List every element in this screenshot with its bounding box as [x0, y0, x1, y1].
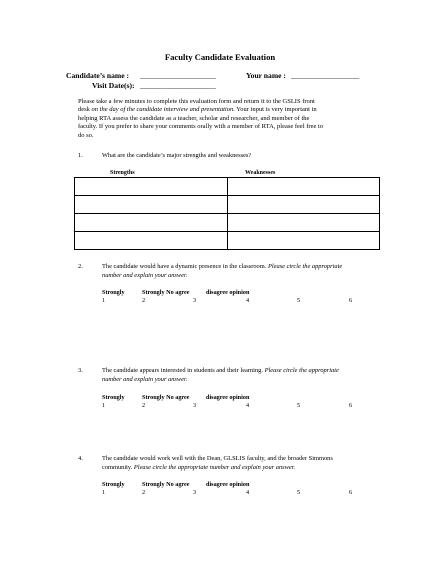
question-4-line-2: community. Please circle the appropriate number and explain your answer.: [102, 464, 296, 471]
strength-cell[interactable]: [75, 178, 228, 196]
scale-option-5[interactable]: 5: [297, 297, 301, 304]
page-title: Faculty Candidate Evaluation: [164, 52, 276, 62]
intro-line: helping RTA assess the candidate as a teacher, scholar and researcher, and member of the: [78, 114, 310, 122]
scale-disagree-opinion: disagree opinion: [206, 394, 250, 401]
scale-option-3[interactable]: 3: [193, 489, 197, 496]
question-4-number: 4.: [78, 455, 83, 462]
scale-disagree-opinion: disagree opinion: [206, 289, 250, 296]
intro-paragraph: [78, 98, 378, 140]
scale-option-5[interactable]: 5: [297, 402, 301, 409]
candidate-name-label: Candidate’s name :: [66, 71, 130, 80]
scale-option-3[interactable]: 3: [193, 297, 197, 304]
intro-line: do so.: [78, 131, 94, 139]
visit-dates-line: ____________________: [140, 81, 216, 90]
question-2-line-2: number and explain your answer.: [102, 272, 188, 279]
scale-option-1[interactable]: 1: [102, 297, 106, 304]
weakness-cell[interactable]: [227, 232, 380, 250]
scale-strongly-no-agree: Strongly No agree: [142, 289, 190, 296]
question-3-line-1: The candidate appears interested in students and their learning. Please circle the appropriate: [102, 367, 339, 374]
question-2-line-1: The candidate would have a dynamic presence in the classroom. Please circle the appropriate: [102, 263, 343, 270]
strengths-header: Strengths: [110, 170, 135, 176]
strength-cell[interactable]: [75, 232, 228, 250]
table-row: [75, 232, 380, 250]
scale-option-4[interactable]: 4: [246, 402, 250, 409]
scale-option-1[interactable]: 1: [102, 402, 106, 409]
candidate-name-line: ____________________: [140, 71, 216, 80]
intro-line: faculty. If you prefer to share your comments orally with a member of RTA, please feel free to: [78, 123, 324, 131]
scale-option-5[interactable]: 5: [297, 489, 301, 496]
scale-option-2[interactable]: 2: [142, 402, 146, 409]
scale-option-6[interactable]: 6: [349, 489, 353, 496]
intro-line: Please take a few minutes to complete this evaluation form and return it to the GSLIS front: [78, 98, 315, 105]
scale-option-2[interactable]: 2: [142, 489, 146, 496]
your-name-line: __________________: [291, 71, 360, 80]
scale-option-6[interactable]: 6: [349, 402, 353, 409]
scale-strongly: Strongly: [102, 289, 125, 296]
table-row: [75, 178, 380, 196]
table-row: [75, 214, 380, 232]
question-4-line-1: The candidate would work well with the Dean, GLSLIS faculty, and the broader Simmons: [102, 455, 333, 462]
weakness-cell[interactable]: [227, 214, 380, 232]
intro-line: desk on the day of the candidate interview and presentation. Your input is very important in: [78, 106, 317, 114]
scale-option-1[interactable]: 1: [102, 489, 106, 496]
weakness-cell[interactable]: [227, 178, 380, 196]
strength-cell[interactable]: [75, 196, 228, 214]
scale-option-4[interactable]: 4: [246, 297, 250, 304]
scale-strongly: Strongly: [102, 481, 125, 488]
scale-option-4[interactable]: 4: [246, 489, 250, 496]
scale-strongly: Strongly: [102, 394, 125, 401]
visit-dates-label: Visit Date(s):: [92, 81, 135, 90]
question-3-number: 3.: [78, 367, 83, 374]
question-3-line-2: number and explain your answer.: [102, 376, 188, 383]
scale-option-6[interactable]: 6: [349, 297, 353, 304]
weaknesses-header: Weaknesses: [245, 170, 276, 176]
question-1-number: 1.: [78, 152, 83, 159]
question-1-text: What are the candidate’s major strengths and weaknesses?: [102, 152, 252, 159]
question-2-number: 2.: [78, 263, 83, 270]
scale-strongly-no-agree: Strongly No agree: [142, 481, 190, 488]
weakness-cell[interactable]: [227, 196, 380, 214]
your-name-label: Your name :: [246, 71, 286, 80]
scale-option-3[interactable]: 3: [193, 402, 197, 409]
table-row: [75, 196, 380, 214]
strengths-weaknesses-table: [74, 177, 380, 250]
scale-strongly-no-agree: Strongly No agree: [142, 394, 190, 401]
scale-disagree-opinion: disagree opinion: [206, 481, 250, 488]
strength-cell[interactable]: [75, 214, 228, 232]
scale-option-2[interactable]: 2: [142, 297, 146, 304]
